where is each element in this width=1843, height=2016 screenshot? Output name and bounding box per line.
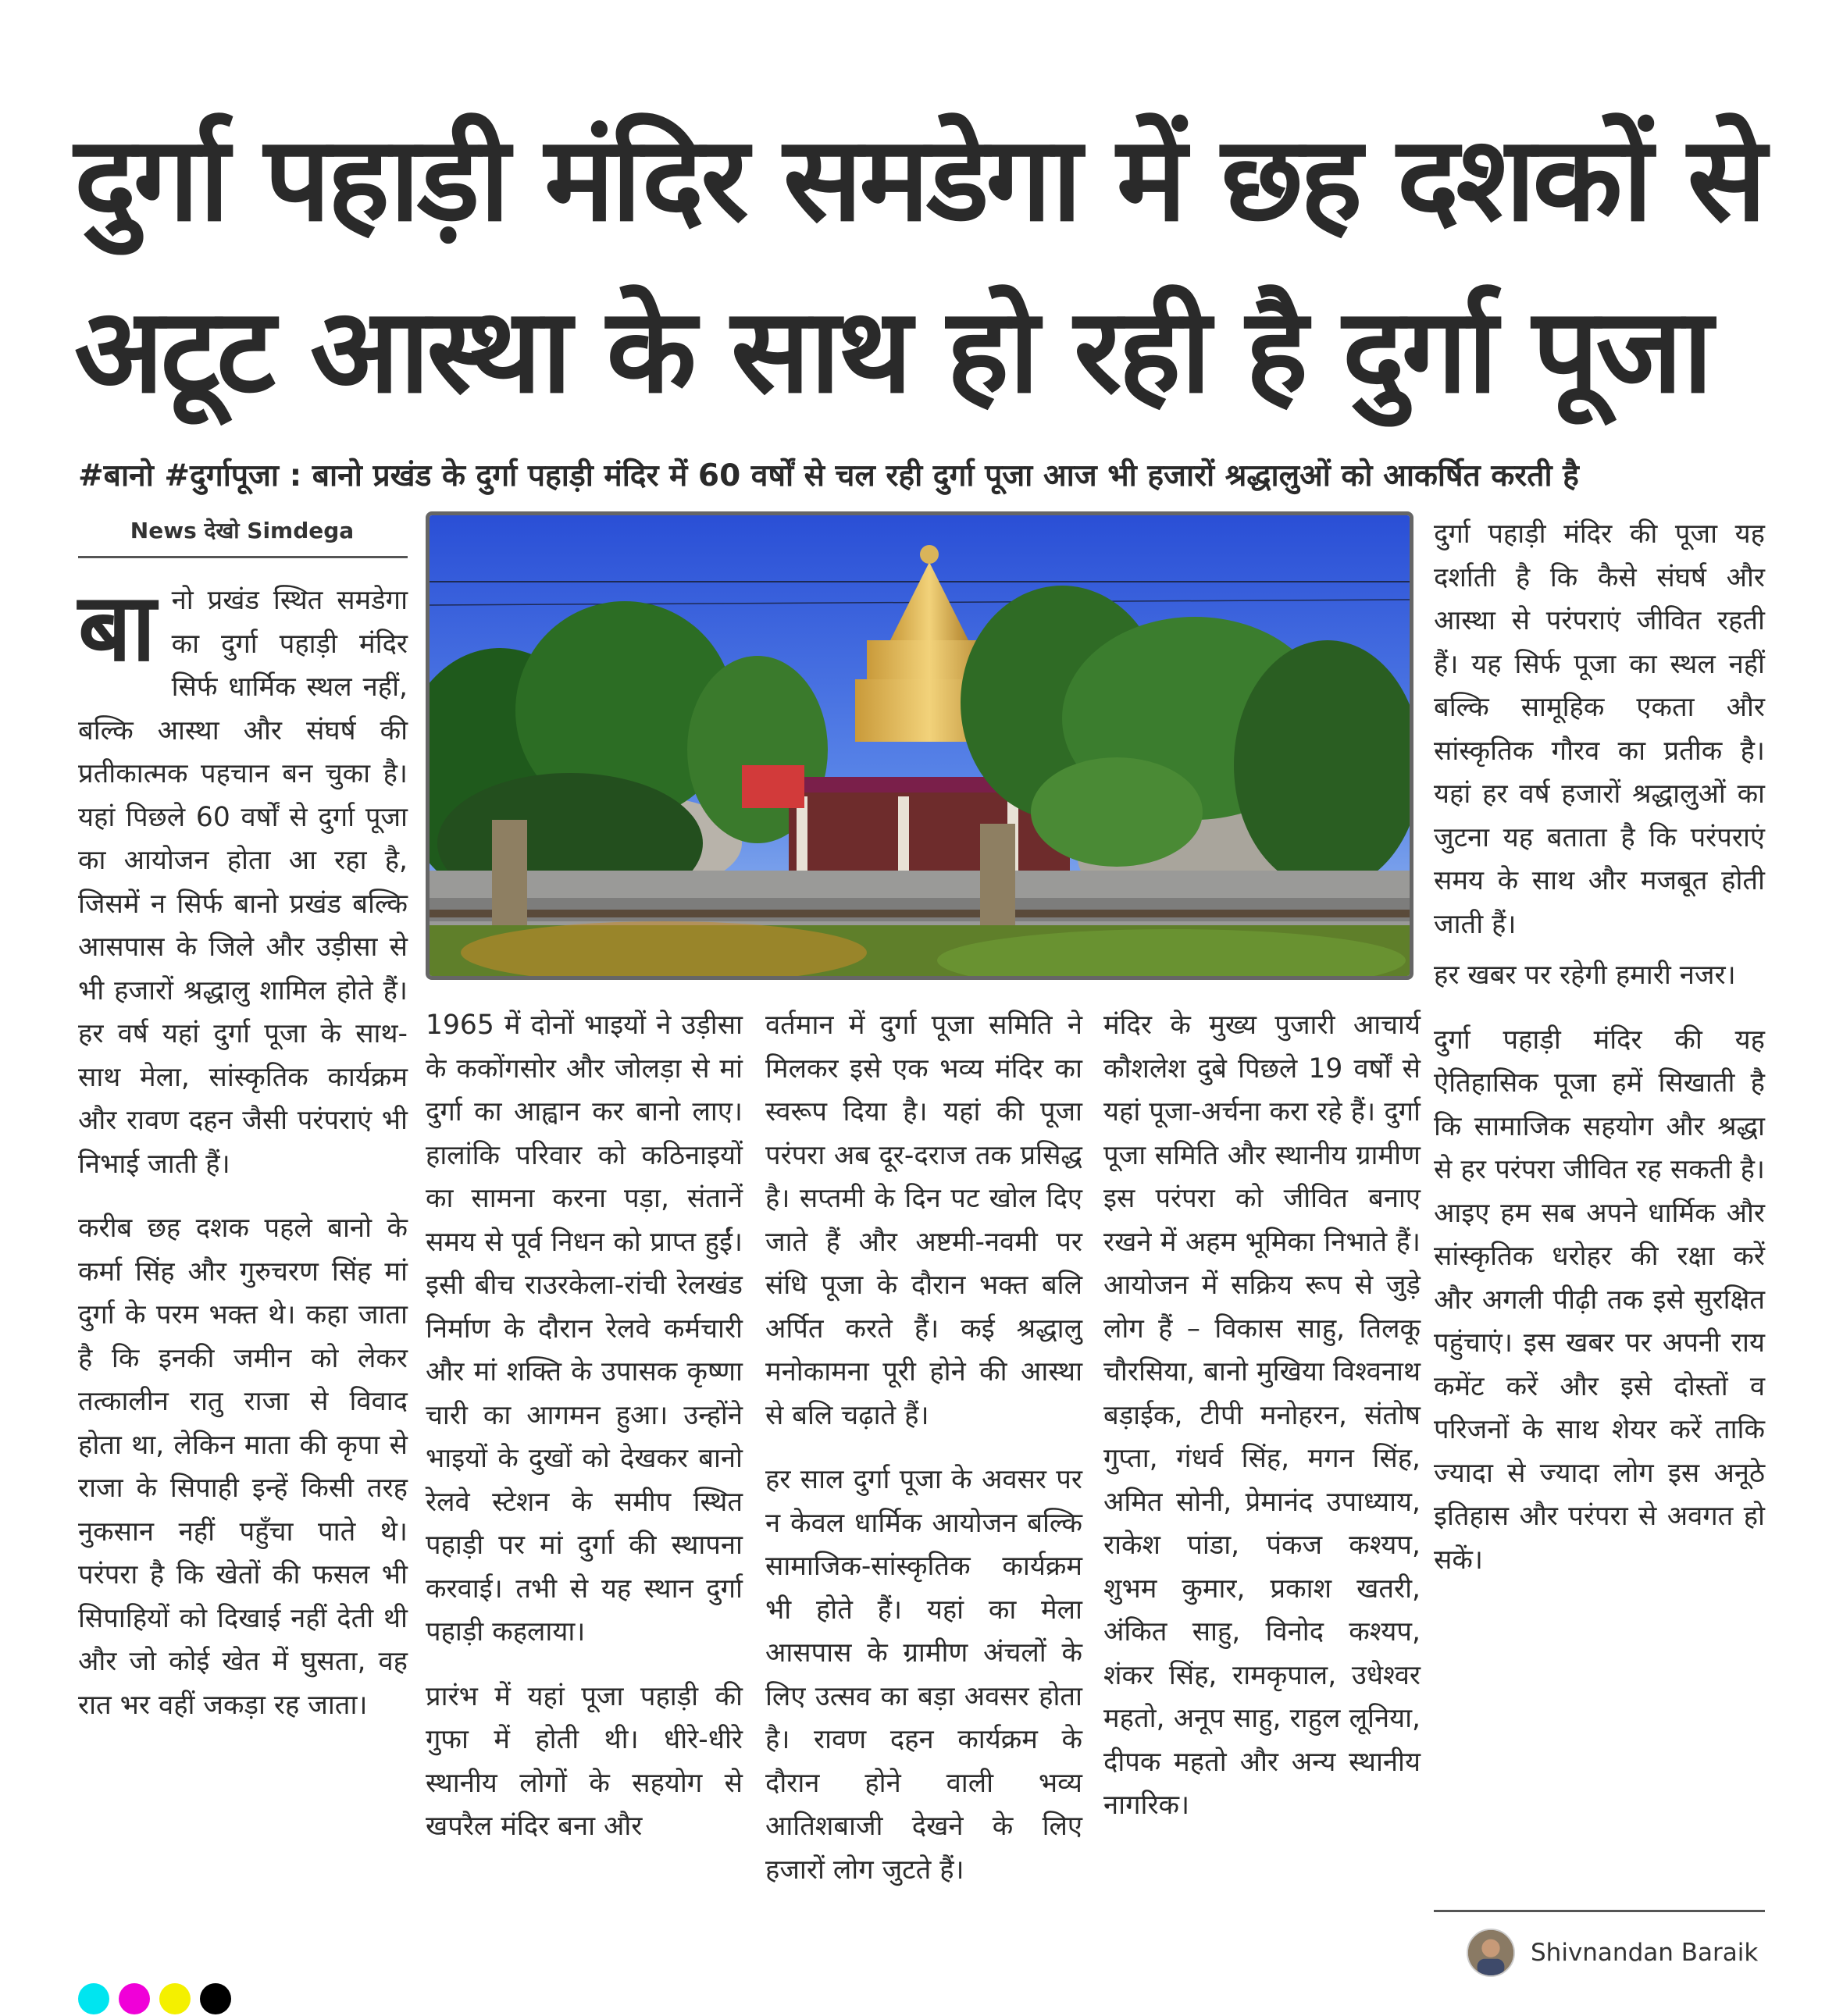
byline: News देखो Simdega [130, 518, 355, 543]
column-2-paragraph-2: प्रारंभ में यहां पूजा पहाड़ी की गुफा में होती थी। धीरे-धीरे स्थानीय लोगों के सहयोग से खपरैल मंदिर बना और [426, 1680, 743, 1842]
column-3-paragraph-1: वर्तमान में दुर्गा पूजा समिति ने मिलकर इसे एक भव्य मंदिर का स्वरूप दिया है। यहां की पूजा परंपरा अब दूर-दराज तक प्रसिद्ध है। सप्तमी के दिन पट खोल दिए जाते हैं और अष्टमी-नवमी पर संधि पूजा के दौरान भक्त बलि अर्पित करते हैं। कई श्रद्धालु मनोकामना पूरी होने की आस्था से बलि चढ़ाते हैं। [765, 1010, 1082, 1431]
author-divider [1434, 1910, 1765, 1912]
registration-dot-yellow [159, 1983, 191, 2014]
column-4 [1103, 1004, 1421, 1849]
drop-cap: बा [78, 574, 156, 682]
column-2-paragraph-1: 1965 में दोनों भाइयों ने उड़ीसा के ककोंगसोर और जोलड़ा से मां दुर्गा का आह्वान कर बानो लाए। हालांकि परिवार को कठिनाइयों का सामना करना पड़ा, संतानें समय से पूर्व निधन को प्राप्त हुईं। इसी बीच राउरकेला-रांची रेलखंड निर्माण के दौरान रेलवे कर्मचारी और मां शक्ति के उपासक कृष्णा चारी का आगमन हुआ। उन्होंने भाइयों के दुखों को देखकर बानो रेलवे स्टेशन के समीप स्थित पहाड़ी पर मां दुर्गा की स्थापना करवाई। तभी से यह स्थान दुर्गा पहाड़ी कहलाया। [426, 1010, 743, 1647]
column-3 [765, 1004, 1082, 1913]
subheadline: #बानो #दुर्गापूजा : बानो प्रखंड के दुर्गा पहाड़ी मंदिर में 60 वर्षों से चल रही दुर्गा पूजा आज भी हजारों श्रद्धालुओं को आकर्षित करती है [78, 458, 1579, 493]
column-5-paragraph-1: दुर्गा पहाड़ी मंदिर की पूजा यह दर्शाती है कि कैसे संघर्ष और आस्था से परंपराएं जीवित रहती हैं। यह सिर्फ पूजा का स्थल नहीं बल्कि सामूहिक एकता और सांस्कृतिक गौरव का प्रतीक है। यहां हर वर्ष हजारों श्रद्धालुओं का जुटना यह बताता है कि परंपराएं समय के साथ और मजबूत होती जाती हैं। [1434, 518, 1765, 940]
headline-line-1: दुर्गा पहाड़ी मंदिर समडेगा में छह दशकों से [74, 112, 1764, 248]
column-1-paragraph-1 [78, 574, 408, 1186]
author-credit [1467, 1927, 1758, 1979]
column-5 [1434, 513, 1765, 1603]
registration-dot-magenta [119, 1983, 150, 2014]
byline-divider [78, 556, 408, 558]
column-1-paragraph-1-text: नो प्रखंड स्थित समडेगा का दुर्गा पहाड़ी मंदिर सिर्फ धार्मिक स्थल नहीं, बल्कि आस्था और संघर्ष की प्रतीकात्मक पहचान बन चुका है। यहां पिछले 60 वर्षों से दुर्गा पूजा का आयोजन होता आ रहा है, जिसमें न सिर्फ बानो प्रखंड बल्कि आसपास के जिले और उड़ीसा से भी हजारों श्रद्धालु शामिल होते हैं। हर वर्ष यहां दुर्गा पूजा के साथ-साथ मेला, सांस्कृतिक कार्यक्रम और रावण दहन जैसी परंपराएं भी निभाई जाती हैं। [78, 585, 408, 1180]
registration-dot-cyan [78, 1983, 109, 2014]
column-1-paragraph-2: करीब छह दशक पहले बानो के कर्मा सिंह और गुरुचरण सिंह मां दुर्गा के परम भक्त थे। कहा जाता है कि इनकी जमीन को लेकर तत्कालीन रातु राजा से विवाद होता था, लेकिन माता की कृपा से राजा के सिपाही इन्हें किसी तरह नुकसान नहीं पहुँचा पाते थे। परंपरा है कि खेतों की फसल भी सिपाहियों को दिखाई नहीं देती थी और जो कोई खेत में घुसता, वह रात भर वहीं जकड़ा रह जाता। [78, 1213, 408, 1721]
temple-illustration [430, 515, 1410, 976]
author-avatar [1467, 1929, 1515, 1977]
registration-dot-black [200, 1983, 231, 2014]
author-name: Shivnandan Baraik [1531, 1939, 1759, 1967]
registration-marks [78, 1983, 231, 2014]
column-5-paragraph-3: दुर्गा पहाड़ी मंदिर की यह ऐतिहासिक पूजा हमें सिखाती है कि सामाजिक सहयोग और श्रद्धा से हर परंपरा जीवित रह सकती है। आइए हम सब अपने धार्मिक और सांस्कृतिक धरोहर की रक्षा करें और अगली पीढ़ी तक इसे सुरक्षित पहुंचाएं। इस खबर पर अपनी राय कमेंट करें और इसे दोस्तों व परिजनों के साथ शेयर करें ताकि ज्यादा से ज्यादा लोग इस अनूठे इतिहास और परंपरा से अवगत हो सकें। [1434, 1024, 1765, 1576]
headline-line-2: अटूट आस्था के साथ हो रही है दुर्गा पूजा [74, 283, 1710, 419]
column-2 [426, 1004, 743, 1870]
avatar-icon [1468, 1930, 1513, 1975]
temple-photo [426, 511, 1413, 980]
column-4-paragraph-1: मंदिर के मुख्य पुजारी आचार्य कौशलेश दुबे पिछले 19 वर्षों से यहां पूजा-अर्चना करा रहे हैं। दुर्गा पूजा समिति और स्थानीय ग्रामीण इस परंपरा को जीवित बनाए रखने में अहम भूमिका निभाते हैं। आयोजन में सक्रिय रूप से जुड़े लोग हैं – विकास साहु, तिलकू चौरसिया, बानो मुखिया विश्वनाथ बड़ाईक, टीपी मनोहरन, संतोष गुप्ता, गंधर्व सिंह, मगन सिंह, अमित सोनी, प्रेमानंद उपाध्याय, राकेश पांडा, पंकज कश्यप, शुभम कुमार, प्रकाश खतरी, अंकित साहु, विनोद कश्यप, शंकर सिंह, रामकृपाल, उधेश्वर महतो, अनूप साहु, राहुल लूनिया, दीपक महतो और अन्य स्थानीय नागरिक। [1103, 1010, 1421, 1821]
column-3-paragraph-2: हर साल दुर्गा पूजा के अवसर पर न केवल धार्मिक आयोजन बल्कि सामाजिक-सांस्कृतिक कार्यक्रम भी होते हैं। यहां का मेला आसपास के ग्रामीण अंचलों के लिए उत्सव का बड़ा अवसर होता है। रावण दहन कार्यक्रम के दौरान होने वाली भव्य आतिशबाजी देखने के लिए हजारों लोग जुटते हैं। [765, 1464, 1082, 1886]
headline [74, 94, 1792, 437]
column-5-paragraph-2: हर खबर पर रहेगी हमारी नजर। [1434, 960, 1736, 991]
column-1 [78, 574, 408, 1748]
